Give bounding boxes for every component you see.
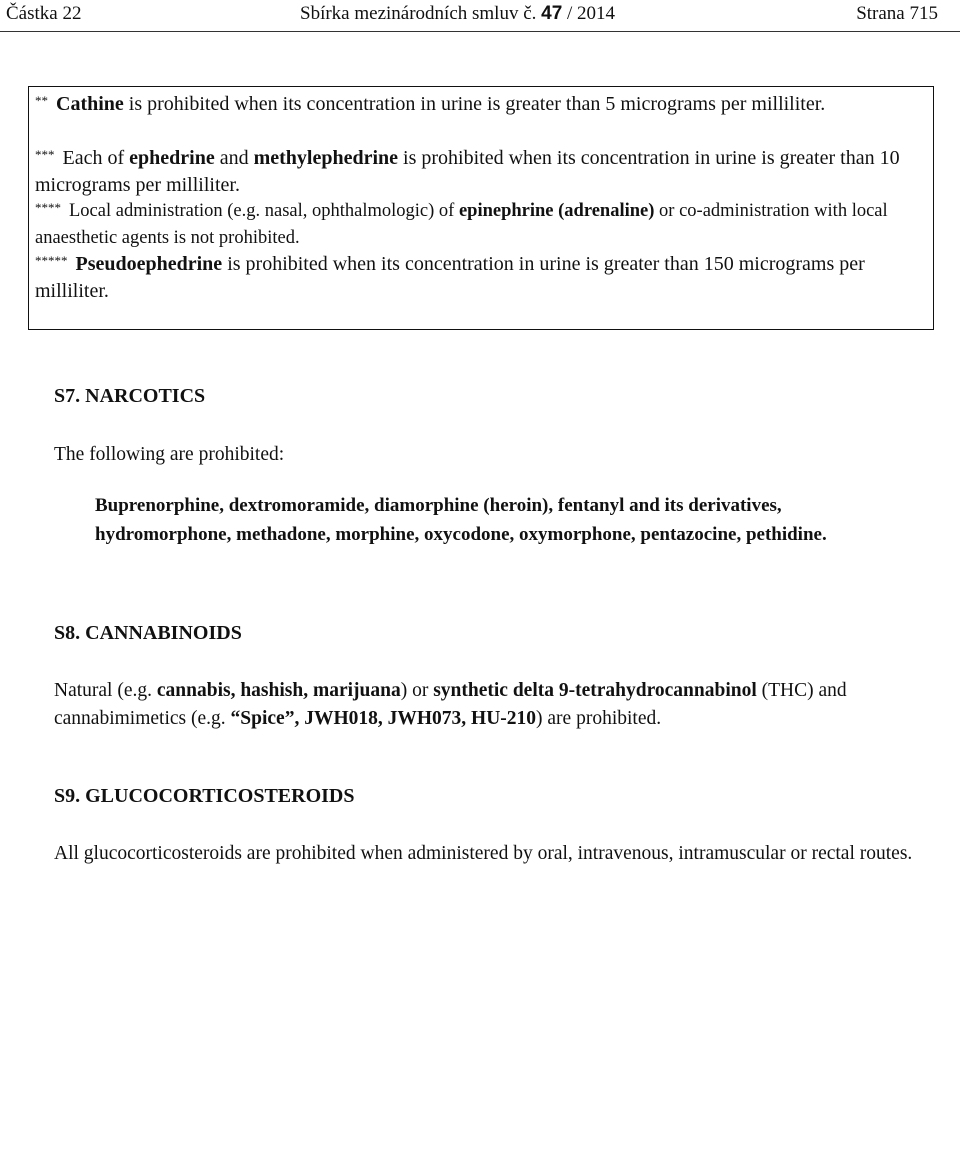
footnote-marker: ** <box>35 93 48 108</box>
footnote-term: methylephedrine <box>253 147 399 169</box>
footnote-pseudoephedrine <box>35 251 925 305</box>
page-header <box>0 0 960 30</box>
paragraph-term: “Spice”, JWH018, JWH073, HU-210 <box>230 708 537 729</box>
footnote-text-pre: Local administration (e.g. nasal, ophthalmologic) of <box>69 201 459 221</box>
footnote-term: Pseudoephedrine <box>75 253 223 275</box>
footnote-text: is prohibited when its concentration in urine is greater than 150 micrograms per milliliter. <box>35 253 865 302</box>
issue-label: Částka 22 <box>6 3 82 24</box>
paragraph-text: (THC) and cannabimimetics (e.g. <box>54 680 847 729</box>
footnote-text: is prohibited when its concentration in urine is greater than 5 micrograms per milliliter. <box>123 93 826 115</box>
collection-label <box>300 3 615 25</box>
footnote-text-mid: and <box>214 147 254 169</box>
footnote-term: ephedrine <box>129 147 215 169</box>
section-title-glucocorticosteroids: S9. GLUCOCORTICOSTEROIDS <box>54 785 355 807</box>
section-title-narcotics: S7. NARCOTICS <box>54 385 206 407</box>
paragraph-text: ) or <box>400 680 434 701</box>
paragraph-text: ) are prohibited. <box>536 708 662 729</box>
footnote-text: or co-administration with local anaesthetic agents is not prohibited. <box>35 201 888 248</box>
section-title-cannabinoids: S8. CANNABINOIDS <box>54 622 242 644</box>
footnote-text: is prohibited when its concentration in urine is greater than 10 micrograms per milliliter. <box>35 147 900 196</box>
paragraph-term: synthetic delta 9-tetrahydrocannabinol <box>433 680 757 701</box>
narcotics-list: Buprenorphine, dextromoramide, diamorphine (heroin), fentanyl and its derivatives, hydromorphone, methadone, morphine, oxycodone, oxymorphone, pentazocine, pethidine. <box>95 495 827 545</box>
paragraph-term: cannabis, hashish, marijuana <box>156 680 401 701</box>
glucocorticosteroids-paragraph: All glucocorticosteroids are prohibited when administered by oral, intravenous, intramuscular or rectal routes. <box>54 843 913 864</box>
cannabinoids-paragraph <box>54 677 934 733</box>
footnote-marker: ***** <box>35 253 68 268</box>
footnote-ephedrine <box>35 145 925 199</box>
page-number: Strana 715 <box>856 3 938 24</box>
footnote-marker: *** <box>35 147 55 162</box>
footnote-cathine <box>35 91 925 118</box>
footnote-marker: **** <box>35 200 61 215</box>
collection-year: / 2014 <box>567 3 616 24</box>
footnotes-box <box>28 86 934 330</box>
collection-prefix: Sbírka mezinárodních smluv č. <box>300 3 537 24</box>
paragraph-text: Natural (e.g. <box>54 680 157 701</box>
header-divider <box>0 31 960 32</box>
footnote-epinephrine <box>35 198 925 252</box>
footnote-term: epinephrine (adrenaline) <box>458 201 655 221</box>
footnote-text-pre: Each of <box>62 147 130 169</box>
section-intro-narcotics: The following are prohibited: <box>54 444 285 465</box>
footnote-term: Cathine <box>56 93 124 115</box>
collection-number: 47 <box>541 3 563 24</box>
